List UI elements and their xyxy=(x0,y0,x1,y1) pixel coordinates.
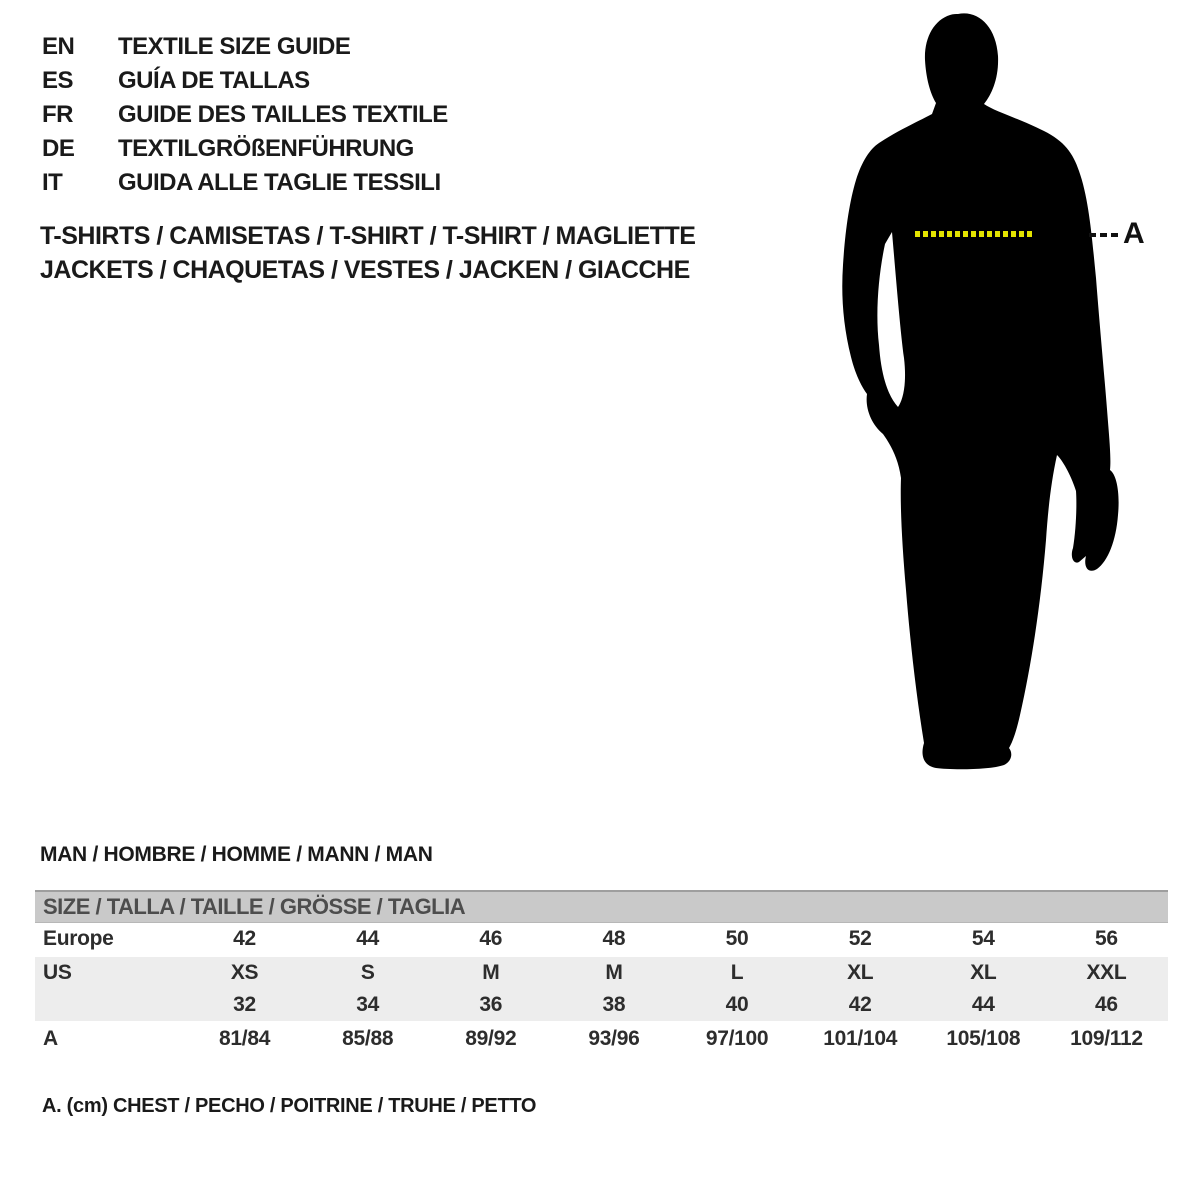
cell: 46 xyxy=(1095,993,1118,1016)
table-row-europe xyxy=(35,923,1168,955)
lang-row-es xyxy=(42,64,448,98)
cell: 32 xyxy=(233,993,256,1016)
table-row-us-numeric xyxy=(35,989,1168,1021)
cell: 105/108 xyxy=(946,1027,1021,1050)
cell: 46 xyxy=(479,927,503,950)
cell: 97/100 xyxy=(705,1027,769,1050)
cell: 38 xyxy=(602,993,626,1016)
cell: 42 xyxy=(233,927,256,950)
lang-row-en xyxy=(42,30,448,64)
lang-row-de xyxy=(42,132,448,166)
man-silhouette-icon xyxy=(820,0,1200,800)
measure-callout-dashes xyxy=(1089,233,1119,237)
cell: 44 xyxy=(356,927,380,950)
cell: XL xyxy=(847,961,874,984)
cell: 56 xyxy=(1095,927,1118,950)
garment-line-jackets: JACKETS / CHAQUETAS / VESTES / JACKEN / GIACCHE xyxy=(40,256,690,284)
garment-type-lines xyxy=(40,219,695,287)
section-title-man: MAN / HOMBRE / HOMME / MANN / MAN xyxy=(40,843,433,866)
size-table xyxy=(35,890,1168,1055)
lang-title: TEXTILGRÖßENFÜHRUNG xyxy=(118,135,414,162)
cell: XS xyxy=(230,961,259,984)
cell: XL xyxy=(970,961,997,984)
cell: 48 xyxy=(602,927,626,950)
cell: 54 xyxy=(971,927,995,950)
cell: M xyxy=(605,961,623,984)
measurement-footnote: A. (cm) CHEST / PECHO / POITRINE / TRUHE / PETTO xyxy=(42,1095,537,1117)
lang-title: GUÍA DE TALLAS xyxy=(118,67,310,94)
lang-row-it xyxy=(42,166,448,200)
lang-code: FR xyxy=(42,101,73,128)
cell: L xyxy=(730,961,744,984)
row-label: Europe xyxy=(43,927,114,950)
cell: 85/88 xyxy=(342,1027,394,1050)
language-title-list xyxy=(42,30,448,200)
cell: 52 xyxy=(848,927,872,950)
cell: 34 xyxy=(356,993,380,1016)
lang-code: IT xyxy=(42,169,63,196)
chest-measure-dotted-line xyxy=(915,231,1033,237)
table-row-us xyxy=(35,957,1168,989)
measure-label-a: A xyxy=(1123,217,1145,250)
cell: 44 xyxy=(971,993,995,1016)
row-label: US xyxy=(43,961,72,984)
cell: 40 xyxy=(725,993,749,1016)
cell: XXL xyxy=(1086,961,1127,984)
cell: 42 xyxy=(848,993,872,1016)
table-row-chest-a xyxy=(35,1023,1168,1055)
garment-line-tshirts: T-SHIRTS / CAMISETAS / T-SHIRT / T-SHIRT / MAGLIETTE xyxy=(40,222,696,250)
lang-code: EN xyxy=(42,33,75,60)
lang-title: GUIDA ALLE TAGLIE TESSILI xyxy=(118,169,441,196)
row-label: A xyxy=(43,1027,58,1050)
cell: M xyxy=(482,961,500,984)
cell: 36 xyxy=(479,993,503,1016)
cell: 81/84 xyxy=(219,1027,271,1050)
man-silhouette-figure xyxy=(820,0,1200,800)
lang-row-fr xyxy=(42,98,448,132)
cell: 50 xyxy=(725,927,749,950)
lang-code: ES xyxy=(42,67,74,94)
lang-title: GUIDE DES TAILLES TEXTILE xyxy=(118,101,448,128)
cell: 109/112 xyxy=(1070,1027,1143,1050)
cell: 93/96 xyxy=(588,1027,640,1050)
lang-title: TEXTILE SIZE GUIDE xyxy=(118,33,351,60)
cell: 89/92 xyxy=(465,1027,517,1050)
cell: 101/104 xyxy=(823,1027,898,1050)
size-table-header: SIZE / TALLA / TAILLE / GRÖSSE / TAGLIA xyxy=(35,890,1168,923)
zebra-band xyxy=(35,957,1168,1021)
cell: S xyxy=(360,961,375,984)
lang-code: DE xyxy=(42,135,75,162)
